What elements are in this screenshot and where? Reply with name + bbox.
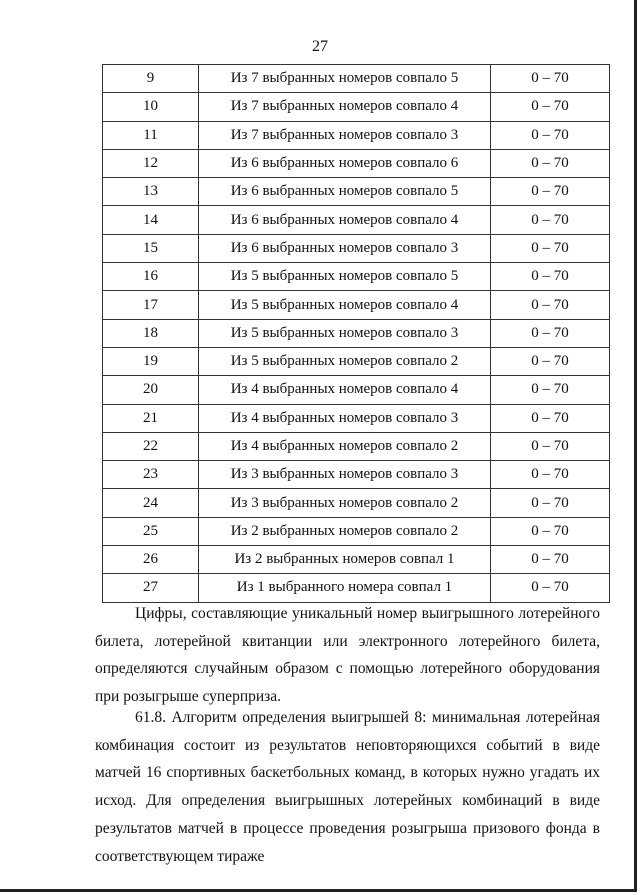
row-range-cell: 0 – 70 bbox=[491, 291, 610, 319]
row-description-cell: Из 4 выбранных номеров совпало 2 bbox=[199, 432, 491, 460]
table-row bbox=[103, 432, 610, 460]
row-description-cell: Из 2 выбранных номеров совпало 2 bbox=[199, 517, 491, 545]
row-number-cell: 11 bbox=[103, 121, 199, 149]
row-description-cell: Из 7 выбранных номеров совпало 5 bbox=[199, 65, 491, 93]
row-range-cell: 0 – 70 bbox=[491, 404, 610, 432]
row-number-cell: 25 bbox=[103, 517, 199, 545]
row-description-cell: Из 5 выбранных номеров совпало 5 bbox=[199, 263, 491, 291]
row-range-cell: 0 – 70 bbox=[491, 178, 610, 206]
table-row bbox=[103, 178, 610, 206]
row-description-cell: Из 7 выбранных номеров совпало 4 bbox=[199, 93, 491, 121]
row-number-cell: 17 bbox=[103, 291, 199, 319]
row-range-cell: 0 – 70 bbox=[491, 234, 610, 262]
row-number-cell: 27 bbox=[103, 574, 199, 602]
table-row bbox=[103, 347, 610, 375]
table-row bbox=[103, 319, 610, 347]
row-range-cell: 0 – 70 bbox=[491, 432, 610, 460]
row-description-cell: Из 1 выбранного номера совпал 1 bbox=[199, 574, 491, 602]
row-range-cell: 0 – 70 bbox=[491, 546, 610, 574]
row-range-cell: 0 – 70 bbox=[491, 347, 610, 375]
paragraph-superprize bbox=[95, 600, 600, 711]
paragraph-algorithm-8-text: 61.8. Алгоритм определения выигрышей 8: минимальная лотерейная комбинация состоит из результатов неповторяющихся событий в виде матчей 16 спортивных баскетбольных команд, в которых нужно угадать их исход. Для определения выигрышных лотерейных комбинаций в виде результатов матчей в процессе проведения розыгрыша призового фонда в соответствующем тираже bbox=[95, 709, 600, 865]
row-description-cell: Из 5 выбранных номеров совпало 4 bbox=[199, 291, 491, 319]
page-number: 27 bbox=[312, 38, 328, 55]
row-range-cell: 0 – 70 bbox=[491, 517, 610, 545]
table-row bbox=[103, 461, 610, 489]
row-description-cell: Из 2 выбранных номеров совпал 1 bbox=[199, 546, 491, 574]
row-number-cell: 12 bbox=[103, 149, 199, 177]
row-number-cell: 21 bbox=[103, 404, 199, 432]
row-description-cell: Из 3 выбранных номеров совпало 3 bbox=[199, 461, 491, 489]
table-row bbox=[103, 404, 610, 432]
row-description-cell: Из 4 выбранных номеров совпало 3 bbox=[199, 404, 491, 432]
table-row bbox=[103, 121, 610, 149]
row-range-cell: 0 – 70 bbox=[491, 65, 610, 93]
table-row bbox=[103, 234, 610, 262]
row-description-cell: Из 4 выбранных номеров совпало 4 bbox=[199, 376, 491, 404]
row-number-cell: 14 bbox=[103, 206, 199, 234]
row-number-cell: 19 bbox=[103, 347, 199, 375]
table-row bbox=[103, 93, 610, 121]
table-row bbox=[103, 574, 610, 602]
row-range-cell: 0 – 70 bbox=[491, 319, 610, 347]
table-row bbox=[103, 65, 610, 93]
table-row bbox=[103, 206, 610, 234]
row-number-cell: 16 bbox=[103, 263, 199, 291]
paragraph-superprize-text: Цифры, составляющие уникальный номер выигрышного лотерейного билета, лотерейной квитанции или электронного лотерейного билета, определяются случайным образом с помощью лотерейного оборудования при розыгрыше суперприза. bbox=[95, 605, 600, 706]
row-range-cell: 0 – 70 bbox=[491, 263, 610, 291]
row-number-cell: 23 bbox=[103, 461, 199, 489]
row-number-cell: 26 bbox=[103, 546, 199, 574]
row-description-cell: Из 3 выбранных номеров совпало 2 bbox=[199, 489, 491, 517]
row-range-cell: 0 – 70 bbox=[491, 93, 610, 121]
row-description-cell: Из 6 выбранных номеров совпало 4 bbox=[199, 206, 491, 234]
row-number-cell: 13 bbox=[103, 178, 199, 206]
table-row bbox=[103, 517, 610, 545]
table-row bbox=[103, 149, 610, 177]
row-range-cell: 0 – 70 bbox=[491, 121, 610, 149]
row-description-cell: Из 5 выбранных номеров совпало 2 bbox=[199, 347, 491, 375]
row-description-cell: Из 5 выбранных номеров совпало 3 bbox=[199, 319, 491, 347]
row-range-cell: 0 – 70 bbox=[491, 574, 610, 602]
row-number-cell: 20 bbox=[103, 376, 199, 404]
row-description-cell: Из 6 выбранных номеров совпало 3 bbox=[199, 234, 491, 262]
row-range-cell: 0 – 70 bbox=[491, 206, 610, 234]
table-row bbox=[103, 291, 610, 319]
table-row bbox=[103, 263, 610, 291]
table-row bbox=[103, 376, 610, 404]
row-description-cell: Из 6 выбранных номеров совпало 5 bbox=[199, 178, 491, 206]
row-range-cell: 0 – 70 bbox=[491, 461, 610, 489]
row-number-cell: 10 bbox=[103, 93, 199, 121]
row-number-cell: 22 bbox=[103, 432, 199, 460]
table-body bbox=[103, 65, 610, 603]
row-range-cell: 0 – 70 bbox=[491, 376, 610, 404]
paragraph-algorithm-8 bbox=[95, 704, 600, 870]
row-number-cell: 18 bbox=[103, 319, 199, 347]
prize-category-table bbox=[102, 64, 610, 603]
row-number-cell: 24 bbox=[103, 489, 199, 517]
row-range-cell: 0 – 70 bbox=[491, 149, 610, 177]
row-description-cell: Из 7 выбранных номеров совпало 3 bbox=[199, 121, 491, 149]
row-range-cell: 0 – 70 bbox=[491, 489, 610, 517]
row-number-cell: 15 bbox=[103, 234, 199, 262]
row-number-cell: 9 bbox=[103, 65, 199, 93]
table-row bbox=[103, 489, 610, 517]
row-description-cell: Из 6 выбранных номеров совпало 6 bbox=[199, 149, 491, 177]
table-row bbox=[103, 546, 610, 574]
